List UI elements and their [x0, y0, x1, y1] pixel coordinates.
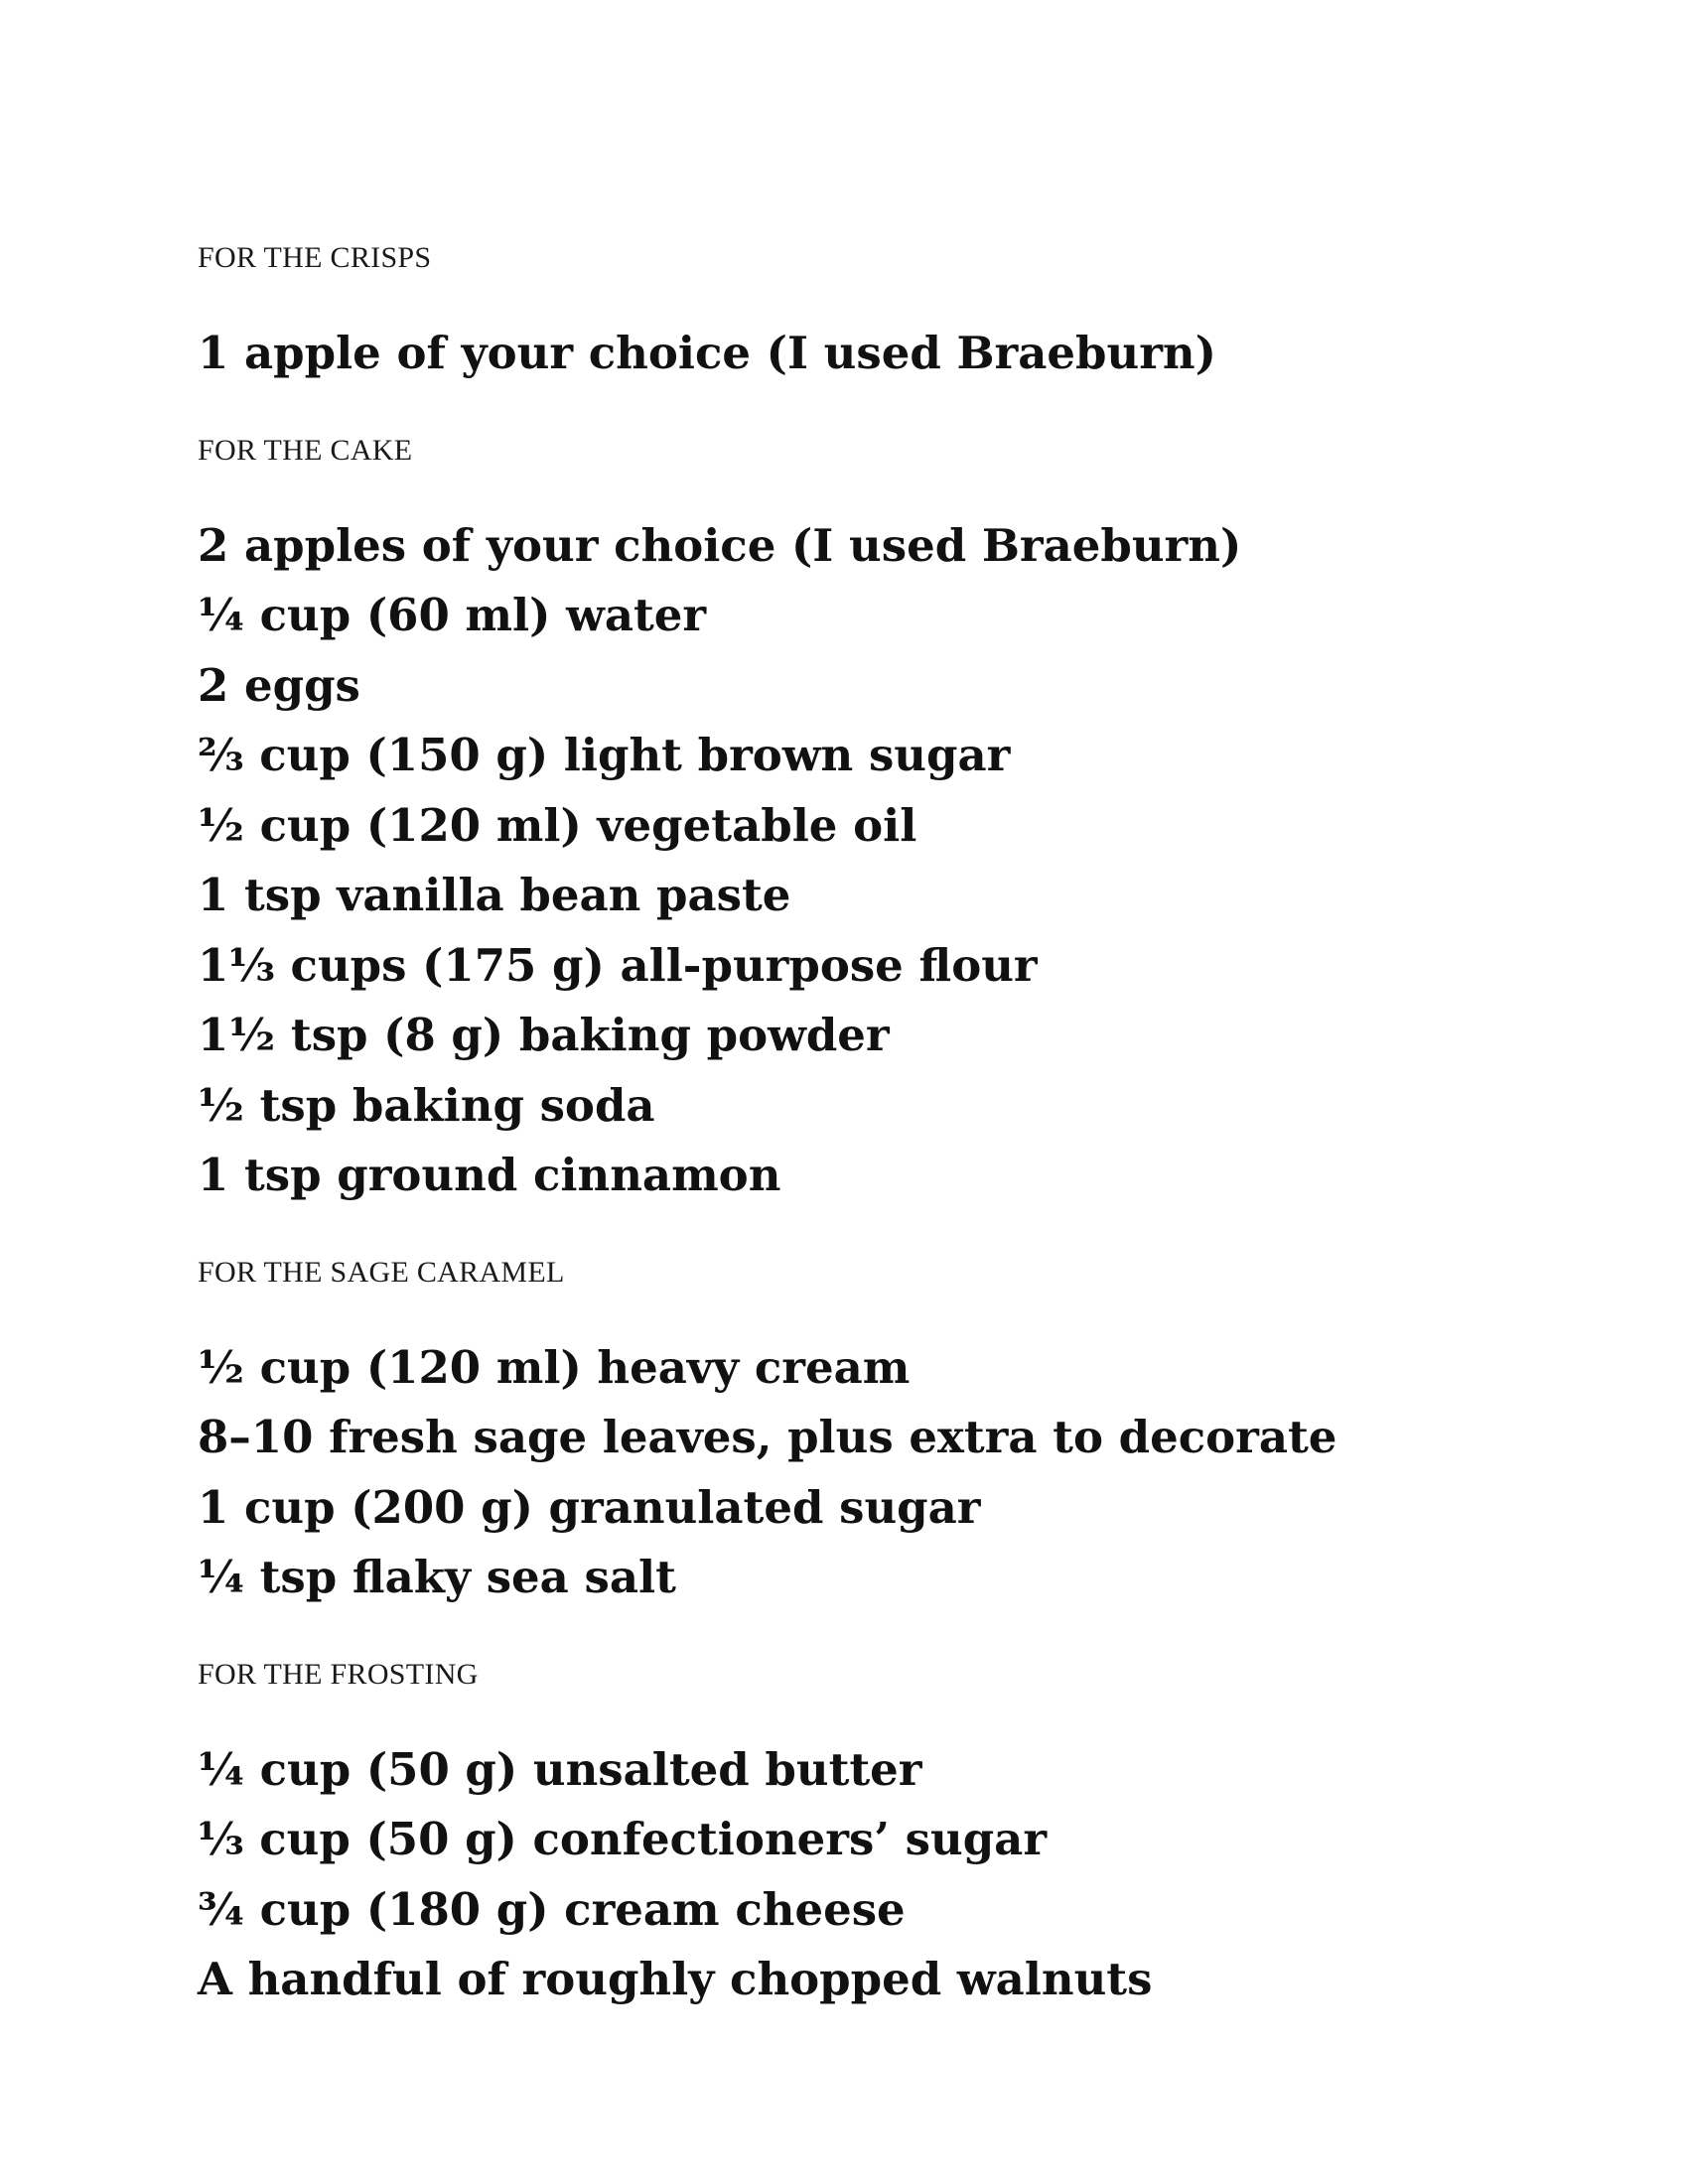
ingredient-list-crisps	[198, 319, 1548, 389]
ingredient-item: ½ cup (120 ml) heavy cream	[198, 1340, 911, 1394]
ingredient-item: ½ tsp baking soda	[198, 1078, 655, 1132]
ingredient-item: 1 cup (200 g) granulated sugar	[198, 1480, 981, 1534]
section-frosting	[198, 1651, 1548, 2015]
ingredient-item: 2 apples of your choice (I used Braeburn)	[198, 518, 1242, 572]
ingredient-item: ½ cup (120 ml) vegetable oil	[198, 798, 917, 852]
ingredient-item: 8–10 fresh sage leaves, plus extra to decorate	[198, 1411, 1337, 1463]
ingredient-item: ¼ cup (50 g) unsalted butter	[198, 1742, 922, 1796]
recipe-ingredients-page	[198, 234, 1548, 2015]
section-heading-crisps: FOR THE CRISPS	[198, 241, 432, 274]
section-heading-cake: FOR THE CAKE	[198, 433, 413, 467]
ingredient-item: 1 apple of your choice (I used Braeburn)	[198, 327, 1216, 379]
ingredient-item: 1⅓ cups (175 g) all-purpose flour	[198, 938, 1038, 992]
ingredient-list-cake	[198, 511, 1548, 1211]
ingredient-item: 1½ tsp (8 g) baking powder	[198, 1009, 890, 1061]
ingredient-list-frosting	[198, 1735, 1548, 2015]
section-heading-sage-caramel: FOR THE SAGE CARAMEL	[198, 1255, 565, 1289]
ingredient-item: ⅔ cup (150 g) light brown sugar	[198, 729, 1011, 781]
ingredient-item: ¼ tsp flaky sea salt	[198, 1551, 676, 1603]
section-heading-frosting: FOR THE FROSTING	[198, 1657, 479, 1691]
ingredient-item: 1 tsp vanilla bean paste	[198, 869, 791, 921]
ingredient-item: A handful of roughly chopped walnuts	[198, 1953, 1153, 2005]
section-sage-caramel	[198, 1249, 1548, 1613]
section-cake	[198, 427, 1548, 1211]
ingredient-item: ⅓ cup (50 g) confectioners’ sugar	[198, 1813, 1048, 1865]
ingredient-item: ¾ cup (180 g) cream cheese	[198, 1882, 906, 1936]
ingredient-item: ¼ cup (60 ml) water	[198, 589, 707, 641]
section-crisps	[198, 234, 1548, 389]
ingredient-item: 2 eggs	[198, 658, 360, 712]
ingredient-list-sage-caramel	[198, 1333, 1548, 1613]
ingredient-item: 1 tsp ground cinnamon	[198, 1149, 781, 1201]
